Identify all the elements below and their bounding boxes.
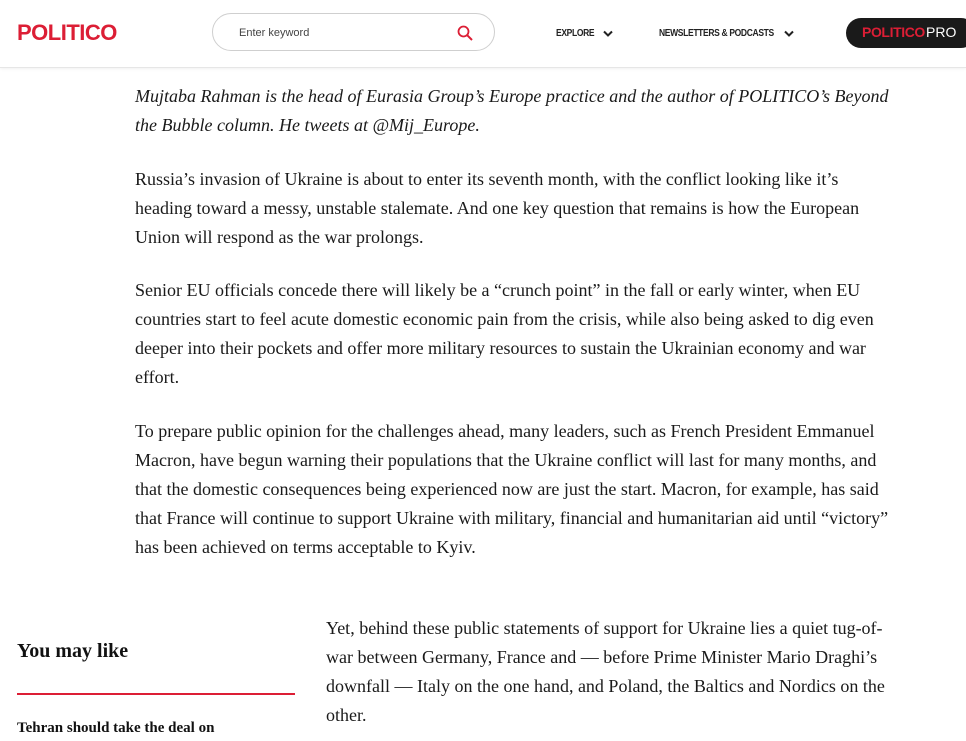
author-intro-end: . [475,115,480,135]
article-paragraph: To prepare public opinion for the challenges ahead, many leaders, such as French President Emmanuel Macron, have begun warning their populations that the Ukraine conflict will last for many months, and that the domestic consequences being experienced now are just the start. Macron, for example, has said that France will continue to support Ukraine with military, financial and humanitarian aid until “victory” has been achieved on terms acceptable to Kyiv. [135,421,889,557]
chevron-down-icon [783,29,795,39]
author-intro-text: Mujtaba Rahman is the head of Eurasia Group’s Europe practice and the author of POLITICO’s Beyond the Bubble column. He tweets at [135,86,889,135]
article-paragraph: Yet, behind these public statements of support for Ukraine lies a quiet tug-of-war between Germany, France and — before Prime Minister Mario Draghi’s downfall — Italy on the one hand, and Poland, the Baltics and Nordics on the other. [326,618,885,725]
nav-newsletters-label: NEWSLETTERS & PODCASTS [659,28,774,39]
search-input[interactable] [237,23,441,43]
nav-explore[interactable] [556,26,601,42]
search-box[interactable] [212,13,495,51]
politico-logo[interactable]: POLITICO [17,20,117,45]
nav-explore-label: EXPLORE [556,28,595,39]
pro-logo-politico: POLITICO [862,24,925,40]
site-header [0,0,966,68]
author-intro [135,82,895,140]
you-may-like-item[interactable]: Tehran should take the deal on [17,720,215,736]
search-icon[interactable] [457,25,473,41]
chevron-down-icon [602,29,614,39]
pro-logo-pro: PRO [926,24,957,40]
author-twitter-link[interactable]: @Mij_Europe [372,115,476,135]
you-may-like-heading: You may like [17,640,129,662]
nav-newsletters-podcasts[interactable] [659,26,794,42]
article-paragraph: Russia’s invasion of Ukraine is about to enter its seventh month, with the conflict looking like it’s heading toward a messy, unstable stalemate. And one key question that remains is how the European Union will respond as the war prolongs. [135,169,860,247]
you-may-like-divider [17,693,295,695]
article-paragraph: Senior EU officials concede there will likely be a “crunch point” in the fall or early winter, when EU countries start to feel acute domestic economic pain from the crisis, while also being asked to dig even deeper into their pockets and offer more military resources to sustain the Ukrainian economy and war effort. [135,280,874,387]
politico-pro-button[interactable] [846,18,966,48]
